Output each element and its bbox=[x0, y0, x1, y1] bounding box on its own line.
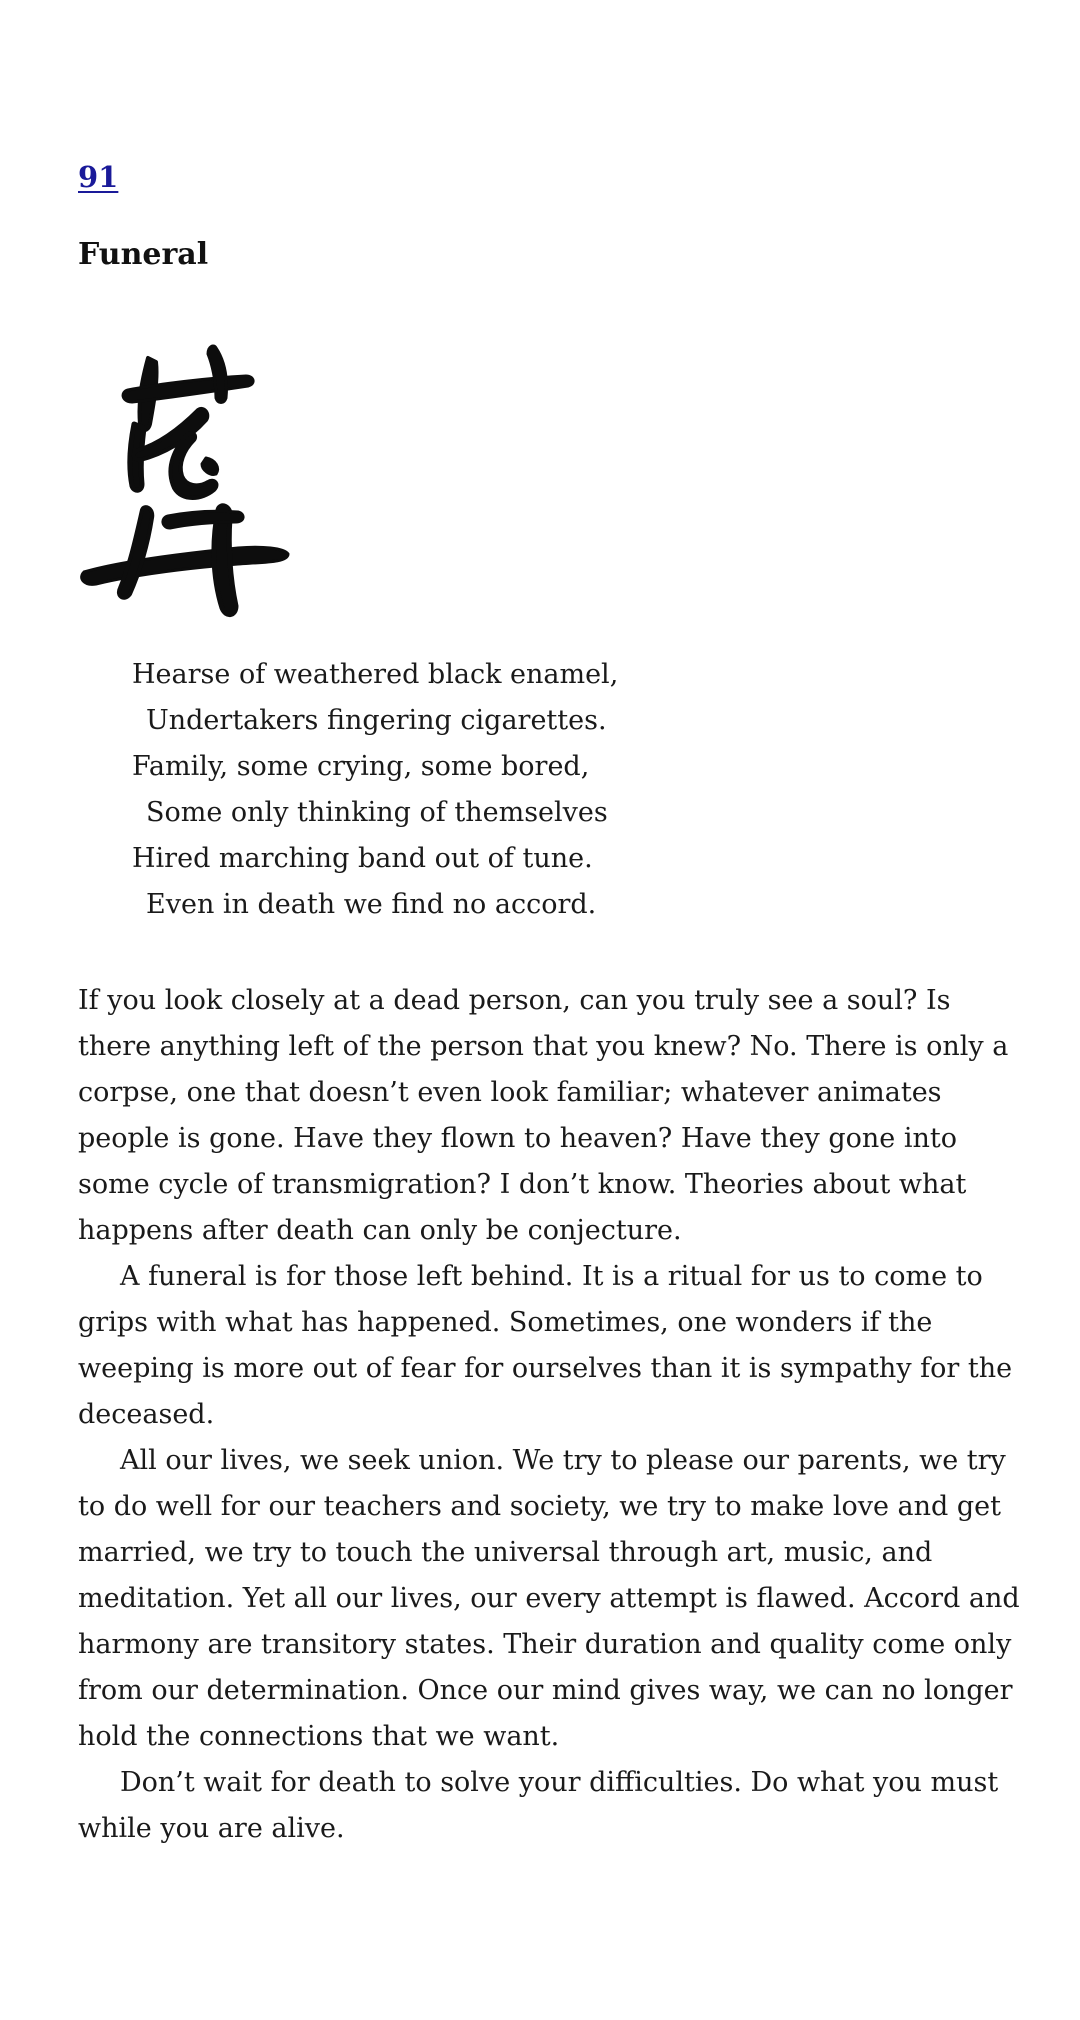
poem-line: Even in death we find no accord. bbox=[146, 889, 597, 920]
paragraph: A funeral is for those left behind. It is a ritual for us to come to grips with what has happened. Sometimes, one wonders if the weeping is more out of fear for ourselves than it is sympathy for the deceased. bbox=[78, 1261, 1013, 1430]
poem-line: Hired marching band out of tune. bbox=[132, 843, 593, 874]
poem-line: Family, some crying, some bored, bbox=[132, 751, 590, 782]
poem-line: Hearse of weathered black enamel, bbox=[132, 659, 619, 690]
chapter-title: Funeral bbox=[78, 237, 209, 272]
poem-line: Some only thinking of themselves bbox=[146, 797, 608, 828]
paragraph: Don’t wait for death to solve your difficulties. Do what you must while you are alive. bbox=[78, 1767, 999, 1844]
paragraph: All our lives, we seek union. We try to please our parents, we try to do well for our teachers and society, we try to make love and get married, we try to touch the universal through art, music, and meditation. Yet all our lives, our every attempt is flawed. Accord and harmony are transitory states. Their duration and quality come only from our determination. Once our mind gives way, we can no longer hold the connections that we want. bbox=[78, 1445, 1020, 1752]
calligraphy-funeral-character-icon bbox=[78, 340, 290, 620]
poem-line: Undertakers fingering cigarettes. bbox=[146, 705, 607, 736]
prose-body bbox=[78, 978, 1028, 1852]
poem bbox=[132, 652, 618, 928]
paragraph: If you look closely at a dead person, can you truly see a soul? Is there anything left of the person that you knew? No. There is only a corpse, one that doesn’t even look familiar; whatever animates people is gone. Have they flown to heaven? Have they gone into some cycle of transmigration? I don’t know. Theories about what happens after death can only be conjecture. bbox=[78, 985, 1009, 1246]
chapter-number-link[interactable]: 91 bbox=[78, 160, 119, 194]
